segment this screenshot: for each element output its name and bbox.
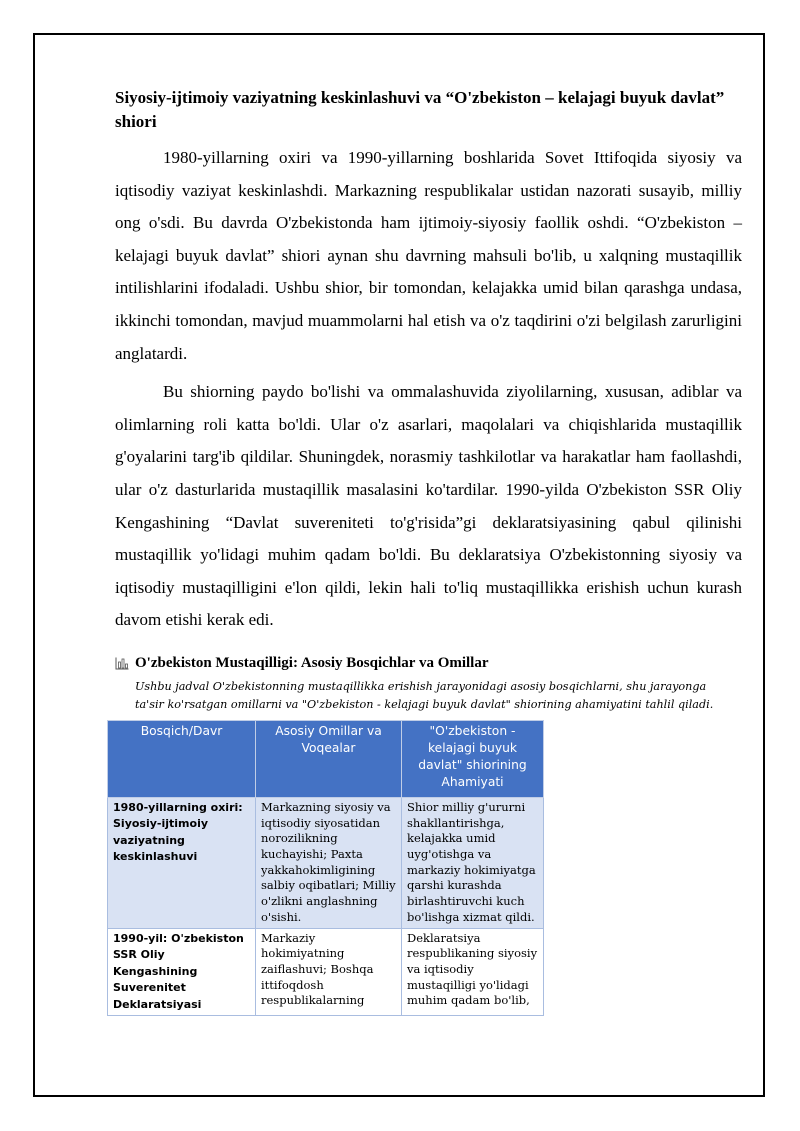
- column-header-significance: "O'zbekiston - kelajagi buyuk davlat" shiorining Ahamiyati: [402, 720, 544, 797]
- cell-factors: Markaziy hokimiyatning zaiflashuvi; Boshqa ittifoqdosh respublikalarning: [256, 928, 402, 1016]
- table-caption: Ushbu jadval O'zbekistonning mustaqillikka erishish jarayonidagi asosiy bosqichlarni, shu jarayonga ta'sir ko'rsatgan omillarni va "O'zbekiston - kelajagi buyuk davlat" shiorining ahamiyatini tahlil qiladi.: [135, 679, 714, 711]
- stages-table: [107, 720, 544, 1016]
- cell-significance: Deklaratsiya respublikaning siyosiy va iqtisodiy mustaqilligi yo'lidagi muhim qadam bo'lib,: [402, 928, 544, 1016]
- column-header-stage: Bosqich/Davr: [108, 720, 256, 797]
- table-row: [108, 928, 544, 1016]
- column-header-factors: Asosiy Omillar va Voqealar: [256, 720, 402, 797]
- cell-stage: 1990-yil: O'zbekiston SSR Oliy Kengashining Suverenitet Deklaratsiyasi: [108, 928, 256, 1016]
- cell-factors: Markazning siyosiy va iqtisodiy siyosatidan norozilikning kuchayishi; Paxta yakkahokimligining salbiy oqibatlari; Milliy o'zlikni anglashning o'sishi.: [256, 797, 402, 928]
- document-body: [115, 86, 742, 1016]
- cell-significance: Shior milliy g'ururni shakllantirishga, kelajakka umid uyg'otishga va markaziy hokimiyatga qarshi kurashda birlashtiruvchi kuch bo'lishga xizmat qildi.: [402, 797, 544, 928]
- paragraph-2: Bu shiorning paydo bo'lishi va ommalashuvida ziyolilarning, xususan, adiblar va olimlarning roli katta bo'ldi. Ular o'z asarlari, maqolalari va chiqishlarida mustaqillik g'oyalarini targ'ib qildilar. Shuningdek, norasmiy tashkilotlar va harakatlar ham faollashdi, ular o'z dasturlarida mustaqillik masalasini ko'tardilar. 1990-yilda O'zbekiston SSR Oliy Kengashining “Davlat suvereniteti to'g'risida”gi deklaratsiyasining qabul qilinishi mustaqillik yo'lidagi muhim qadam bo'ldi. Bu deklaratsiya O'zbekistonning siyosiy va iqtisodiy mustaqilligini e'lon qildi, lekin hali to'liq mustaqillikka erishish uchun kurash davom etishi kerak edi.: [115, 382, 742, 630]
- paragraph-1: 1980-yillarning oxiri va 1990-yillarning boshlarida Sovet Ittifoqida siyosiy va iqtisodiy vaziyat keskinlashdi. Markazning respublikalar ustidan nazorati susayib, milliy ong o'sdi. Bu davrda O'zbekistonda ham ijtimoiy-siyosiy faollik oshdi. “O'zbekiston – kelajagi buyuk davlat” shiori aynan shu davrning mahsuli bo'lib, u xalqning mustaqillik intilishlarini ifodaladi. Ushbu shior, bir tomondan, kelajakka umid bilan qarashga undasa, ikkinchi tomondan, mavjud muammolarni hal etish va o'z taqdirini o'zi belgilash zarurligini anglatardi.: [115, 148, 742, 363]
- section-heading: Siyosiy-ijtimoiy vaziyatning keskinlashuvi va “O'zbekiston – kelajagi buyuk davlat” shiori: [115, 88, 725, 131]
- bar-chart-icon: [115, 657, 129, 670]
- table-header-row: [108, 720, 544, 797]
- cell-stage: 1980-yillarning oxiri: Siyosiy-ijtimoiy vaziyatning keskinlashuvi: [108, 797, 256, 928]
- table-title-row: [115, 655, 742, 672]
- table-title: O'zbekiston Mustaqilligi: Asosiy Bosqichlar va Omillar: [135, 654, 489, 671]
- table-row: [108, 797, 544, 928]
